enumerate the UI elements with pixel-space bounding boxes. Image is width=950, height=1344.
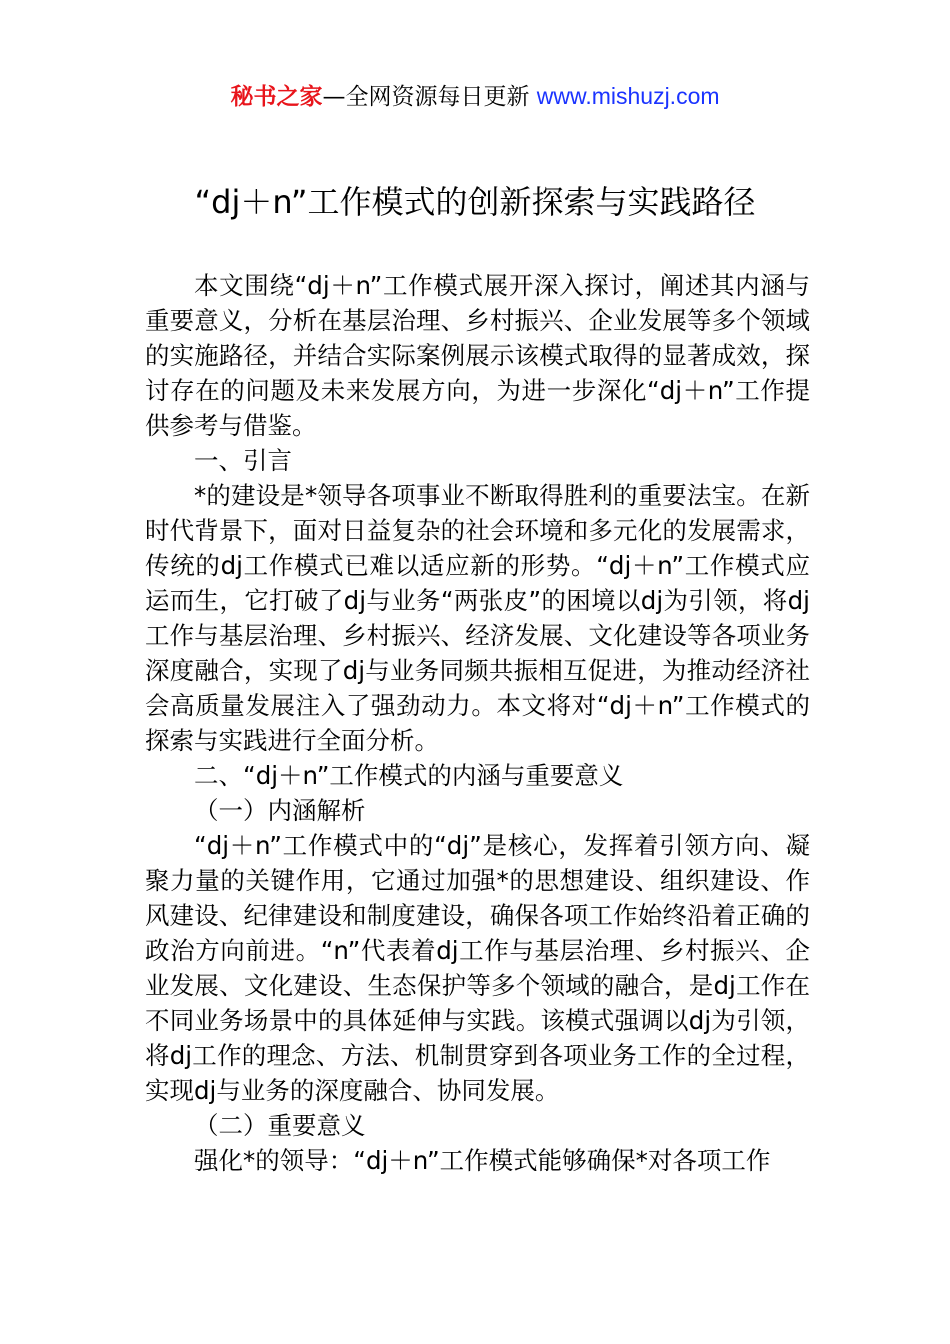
site-url[interactable]: www.mishuzj.com (536, 83, 720, 109)
body-paragraph: 强化*的领导：“dj＋n”工作模式能够确保*对各项工作 (194, 1146, 771, 1175)
site-brand: 秘书之家 (230, 84, 323, 110)
document-body (145, 268, 810, 1178)
subsection-heading: （一）内涵解析 (194, 796, 366, 825)
abstract-paragraph: 本文围绕“dj＋n”工作模式展开深入探讨，阐述其内涵与重要意义，分析在基层治理、乡村振兴、企业发展等多个领域的实施路径，并结合实际案例展示该模式取得的显著成效，探讨存在的问题及未来发展方向，为进一步深化“dj＋n”工作提供参考与借鉴。 (145, 271, 810, 440)
body-paragraph: “dj＋n”工作模式中的“dj”是核心，发挥着引领方向、凝聚力量的关键作用，它通过加强*的思想建设、组织建设、作风建设、纪律建设和制度建设，确保各项工作始终沿着正确的政治方向前进。“n”代表着dj工作与基层治理、乡村振兴、企业发展、文化建设、生态保护等多个领域的融合，是dj工作在不同业务场景中的具体延伸与实践。该模式强调以dj为引领，将dj工作的理念、方法、机制贯穿到各项业务工作的全过程，实现dj与业务的深度融合、协同发展。 (145, 831, 810, 1105)
document-title: “dj＋n”工作模式的创新探索与实践路径 (194, 183, 756, 221)
site-header (0, 80, 950, 113)
body-paragraph: *的建设是*领导各项事业不断取得胜利的重要法宝。在新时代背景下，面对日益复杂的社会环境和多元化的发展需求，传统的dj工作模式已难以适应新的形势。“dj＋n”工作模式应运而生，它打破了dj与业务“两张皮”的困境以dj为引领，将dj工作与基层治理、乡村振兴、经济发展、文化建设等各项业务深度融合，实现了dj与业务同频共振相互促进，为推动经济社会高质量发展注入了强劲动力。本文将对“dj＋n”工作模式的探索与实践进行全面分析。 (145, 481, 810, 755)
section-heading: 一、引言 (194, 446, 292, 475)
site-tagline: —全网资源每日更新 (322, 84, 537, 110)
subsection-heading: （二）重要意义 (194, 1111, 366, 1140)
section-heading: 二、“dj＋n”工作模式的内涵与重要意义 (194, 761, 624, 790)
